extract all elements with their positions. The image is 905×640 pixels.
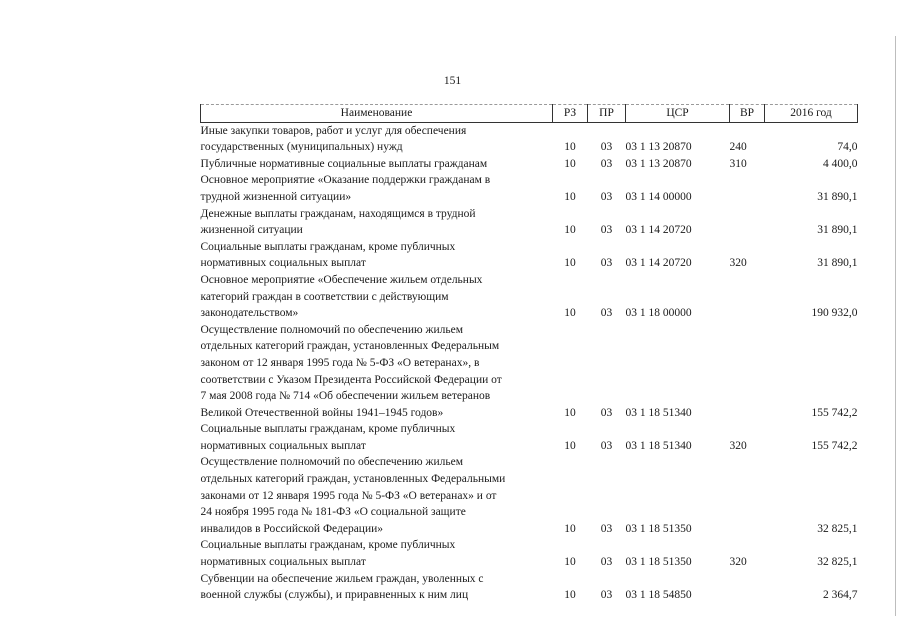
row-rz: 10	[564, 522, 576, 535]
row-name	[201, 537, 553, 570]
row-name-line: военной службы (службы), и приравненных к ним лиц	[200, 589, 469, 602]
row-vr	[730, 272, 765, 322]
row-rz: 10	[564, 157, 576, 170]
row-rz: 10	[564, 190, 576, 203]
row-rz: 10	[564, 439, 576, 452]
row-name-line: Основное мероприятие «Обеспечение жильем отдельных	[200, 273, 483, 286]
row-name	[201, 322, 553, 422]
row-vr	[730, 172, 765, 205]
row-name-line: Осуществление полномочий по обеспечению жильем	[200, 323, 463, 336]
row-name-line: нормативных социальных выплат	[200, 439, 366, 452]
header-name: Наименование	[201, 105, 553, 123]
header-pr: ПР	[588, 105, 626, 123]
table-header	[201, 105, 858, 123]
row-csr: 03 1 14 20720	[625, 224, 692, 237]
row-name-line: Основное мероприятие «Оказание поддержки гражданам в	[200, 174, 491, 187]
table-row	[201, 454, 858, 537]
row-name-line: Денежные выплаты гражданам, находящимся в трудной	[200, 207, 476, 220]
row-pr: 03	[600, 406, 613, 419]
header-row	[201, 105, 858, 123]
row-pr: 03	[600, 190, 613, 203]
row-name-line: Публичные нормативные социальные выплаты гражданам	[200, 157, 488, 170]
row-csr: 03 1 14 00000	[625, 190, 692, 203]
row-name-line: Субвенции на обеспечение жильем граждан, уволенных с	[200, 572, 484, 585]
row-name	[201, 421, 553, 454]
row-csr: 03 1 13 20870	[625, 141, 692, 154]
row-name-line: жизненной ситуации	[200, 224, 303, 237]
row-vr: 320	[729, 439, 747, 452]
table-row	[201, 272, 858, 322]
row-csr: 03 1 18 54850	[625, 589, 692, 602]
row-csr: 03 1 13 20870	[625, 157, 692, 170]
row-name	[201, 239, 553, 272]
row-pr: 03	[600, 307, 613, 320]
table-row	[201, 421, 858, 454]
row-name-line: Социальные выплаты гражданам, кроме публичных	[200, 539, 456, 552]
row-name-line: Социальные выплаты гражданам, кроме публичных	[200, 240, 456, 253]
row-vr	[730, 571, 765, 604]
row-name-line: Осуществление полномочий по обеспечению жильем	[200, 456, 463, 469]
table-row	[201, 122, 858, 156]
row-amount: 32 825,1	[817, 522, 858, 535]
row-vr	[730, 206, 765, 239]
row-name-line: государственных (муниципальных) нужд	[200, 141, 403, 154]
row-vr: 310	[729, 157, 747, 170]
row-rz: 10	[564, 257, 576, 270]
row-amount: 2 364,7	[823, 589, 858, 602]
row-name	[201, 122, 553, 156]
row-rz: 10	[564, 224, 576, 237]
row-name-line: Иные закупки товаров, работ и услуг для обеспечения	[200, 124, 467, 137]
row-pr: 03	[600, 556, 613, 569]
row-pr: 03	[600, 224, 613, 237]
table-row	[201, 322, 858, 422]
row-vr	[730, 322, 765, 422]
table-row	[201, 239, 858, 272]
row-pr: 03	[600, 257, 613, 270]
row-name-line: нормативных социальных выплат	[200, 257, 366, 270]
header-csr: ЦСР	[626, 105, 730, 123]
row-csr: 03 1 14 20720	[625, 257, 692, 270]
table-body	[201, 122, 858, 604]
row-pr: 03	[600, 522, 613, 535]
row-rz: 10	[564, 556, 576, 569]
row-name	[201, 156, 553, 173]
row-amount: 155 742,2	[811, 406, 858, 419]
row-name	[201, 172, 553, 205]
page-number: 151	[443, 75, 462, 87]
table-row	[201, 571, 858, 604]
table-row	[201, 156, 858, 173]
row-name-line: законами от 12 января 1995 года № 5-ФЗ «О ветеранах» и от	[200, 489, 497, 502]
row-vr	[730, 454, 765, 537]
row-rz: 10	[564, 307, 576, 320]
row-amount: 155 742,2	[811, 439, 858, 452]
row-csr: 03 1 18 51350	[625, 522, 692, 535]
row-vr: 320	[729, 556, 747, 569]
row-name-line: 24 ноября 1995 года № 181-ФЗ «О социальной защите	[200, 506, 466, 519]
header-rz: РЗ	[553, 105, 588, 123]
row-csr: 03 1 18 51340	[625, 406, 692, 419]
row-pr: 03	[600, 141, 613, 154]
row-rz: 10	[564, 406, 576, 419]
row-name-line: Социальные выплаты гражданам, кроме публичных	[200, 423, 456, 436]
row-name-line: категорий граждан в соответствии с действующим	[200, 290, 449, 303]
row-vr: 240	[729, 141, 747, 154]
row-rz: 10	[564, 589, 576, 602]
table-row	[201, 537, 858, 570]
row-name	[201, 206, 553, 239]
table-row	[201, 172, 858, 205]
row-pr: 03	[600, 589, 613, 602]
row-name-line: законом от 12 января 1995 года № 5-ФЗ «О ветеранах», в	[200, 356, 480, 369]
row-amount: 31 890,1	[817, 224, 858, 237]
row-amount: 31 890,1	[817, 257, 858, 270]
row-name	[201, 571, 553, 604]
row-pr: 03	[600, 439, 613, 452]
row-name-line: нормативных социальных выплат	[200, 556, 366, 569]
row-amount: 32 825,1	[817, 556, 858, 569]
row-csr: 03 1 18 51350	[625, 556, 692, 569]
header-year: 2016 год	[765, 105, 858, 123]
row-pr: 03	[600, 157, 613, 170]
row-name	[201, 272, 553, 322]
row-name	[201, 454, 553, 537]
row-name-line: инвалидов в Российской Федерации»	[200, 522, 384, 535]
row-name-line: соответствии с Указом Президента Российской Федерации от	[200, 373, 502, 386]
header-vr: ВР	[730, 105, 765, 123]
table-row	[201, 206, 858, 239]
row-amount: 31 890,1	[817, 190, 858, 203]
row-name-line: отдельных категорий граждан, установленных Федеральным	[200, 340, 500, 353]
row-name-line: 7 мая 2008 года № 714 «Об обеспечении жильем ветеранов	[200, 390, 491, 403]
row-csr: 03 1 18 00000	[625, 307, 692, 320]
row-name-line: законодательством»	[200, 307, 299, 320]
row-name-line: трудной жизненной ситуации»	[200, 190, 352, 203]
row-vr: 320	[729, 257, 747, 270]
row-amount: 190 932,0	[811, 307, 858, 320]
page-edge-line	[895, 36, 896, 616]
row-amount: 74,0	[837, 141, 858, 154]
row-name-line: отдельных категорий граждан, установленных Федеральными	[200, 473, 506, 486]
row-name-line: Великой Отечественной войны 1941–1945 годов»	[200, 406, 444, 419]
row-csr: 03 1 18 51340	[625, 439, 692, 452]
row-rz: 10	[564, 141, 576, 154]
budget-table	[200, 104, 858, 604]
row-amount: 4 400,0	[823, 157, 858, 170]
